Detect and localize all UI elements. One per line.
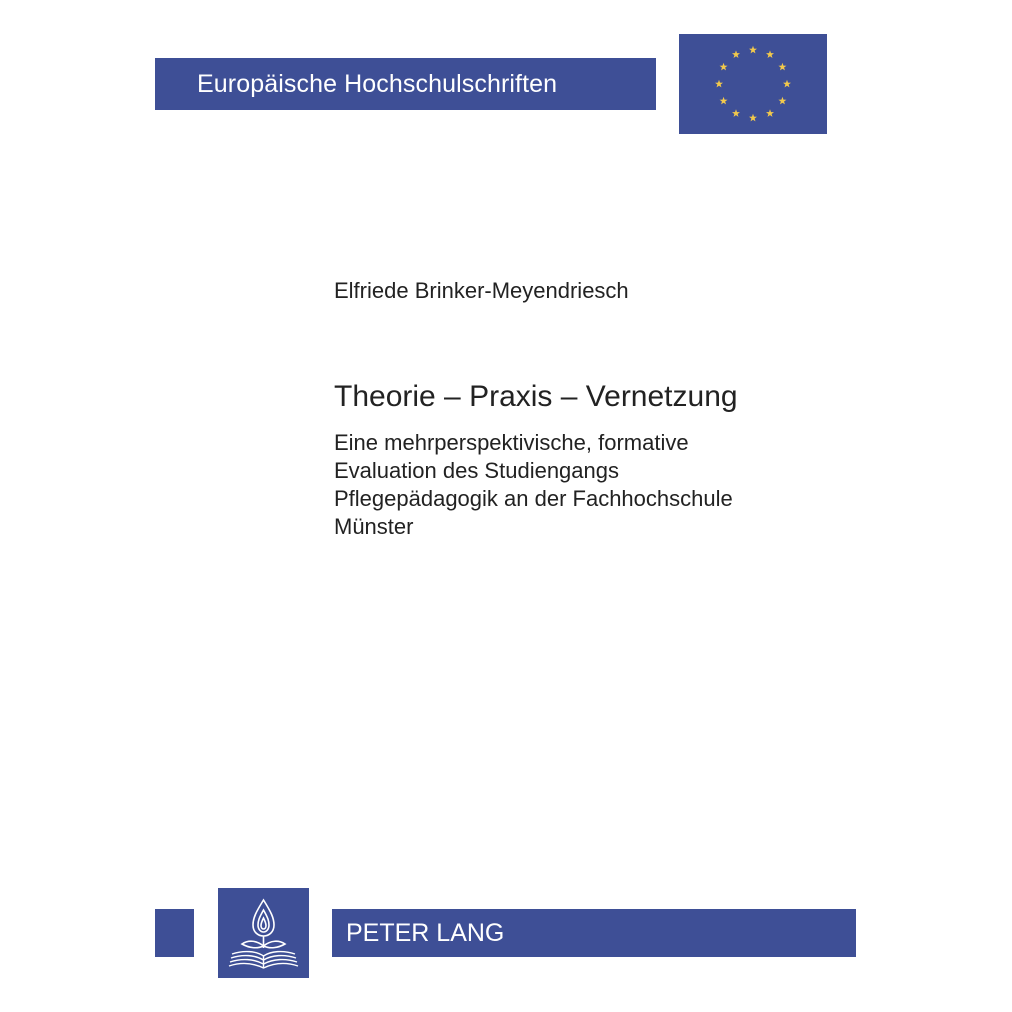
- book-subtitle: [334, 429, 733, 541]
- subtitle-line: Evaluation des Studiengangs: [334, 458, 619, 483]
- decorative-square: [155, 909, 194, 957]
- book-title: Theorie – Praxis – Vernetzung: [334, 380, 738, 413]
- author-name: Elfriede Brinker-Meyendriesch: [334, 278, 629, 303]
- star-icon: [732, 50, 740, 58]
- star-icon: [720, 63, 728, 71]
- publisher-banner: [332, 909, 856, 957]
- star-icon: [778, 97, 786, 105]
- star-icon: [715, 80, 723, 88]
- star-icon: [766, 50, 774, 58]
- subtitle-line: Eine mehrperspektivische, formative: [334, 430, 689, 455]
- series-title: Europäische Hochschulschriften: [197, 69, 558, 98]
- star-icon: [749, 114, 757, 122]
- star-icon: [732, 109, 740, 117]
- subtitle-line: Pflegepädagogik an der Fachhochschule: [334, 486, 733, 511]
- eu-stars-icon: [679, 34, 827, 134]
- star-icon: [778, 63, 786, 71]
- publisher-name: PETER LANG: [346, 918, 505, 947]
- star-icon: [783, 80, 791, 88]
- star-icon: [720, 97, 728, 105]
- star-icon: [766, 109, 774, 117]
- star-icon: [749, 46, 757, 54]
- series-banner: [155, 58, 656, 110]
- flame-book-icon: [218, 888, 309, 978]
- subtitle-line: Münster: [334, 514, 414, 539]
